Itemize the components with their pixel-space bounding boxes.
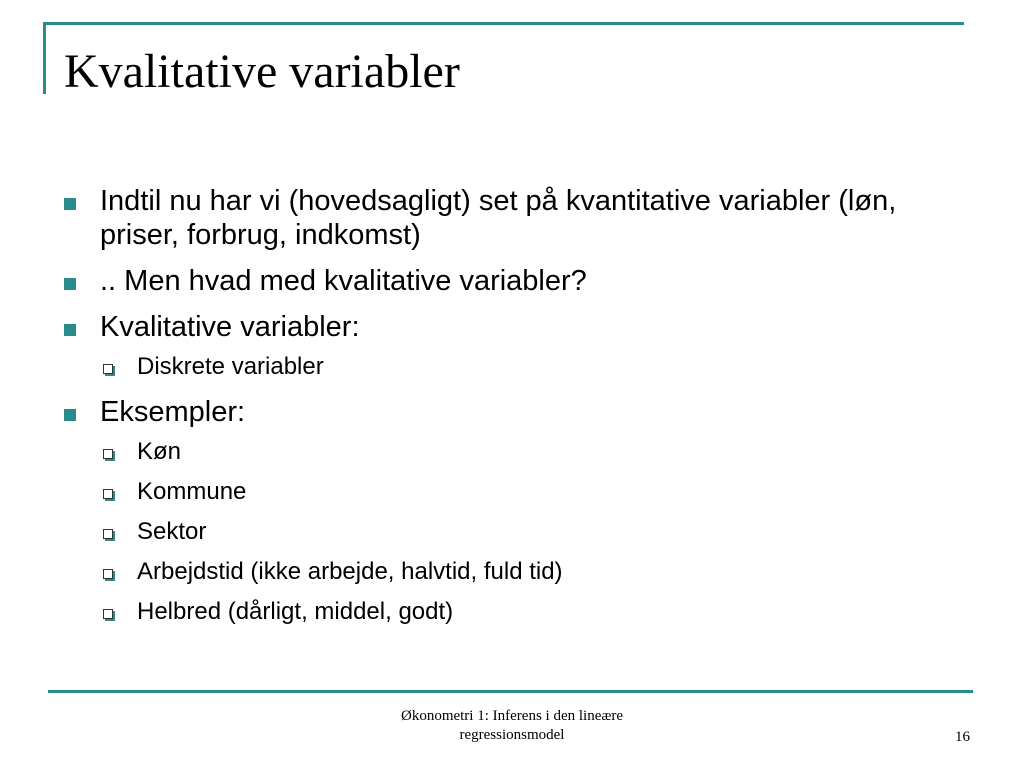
- bullet-text: Eksempler:: [100, 396, 246, 428]
- footer-caption: [312, 707, 712, 745]
- bullet-item: [62, 264, 962, 298]
- bullet-item: [62, 395, 962, 429]
- sub-bullet-item: [62, 478, 962, 506]
- sub-bullet-item: [62, 518, 962, 546]
- sub-bullet-text: Diskrete variabler: [137, 353, 324, 380]
- bullet-text: Indtil nu har vi (hovedsagligt) set på kvantitative variabler (løn, priser, forbrug, indkomst): [100, 185, 897, 251]
- sub-bullet-item: [62, 438, 962, 466]
- hollow-square-bullet-icon: [103, 364, 113, 374]
- sub-bullet-text: Arbejdstid (ikke arbejde, halvtid, fuld tid): [137, 558, 563, 585]
- sub-bullet-text: Køn: [137, 438, 182, 465]
- title-frame-left-line: [43, 22, 46, 94]
- hollow-square-bullet-icon: [103, 449, 113, 459]
- square-bullet-icon: [64, 278, 76, 290]
- page-number: 16: [955, 729, 970, 745]
- hollow-square-bullet-icon: [103, 569, 113, 579]
- square-bullet-icon: [64, 324, 76, 336]
- square-bullet-icon: [64, 198, 76, 210]
- bullet-item: [62, 310, 962, 344]
- bullet-list: [62, 184, 962, 638]
- sub-bullet-item: [62, 558, 962, 586]
- bullet-text: .. Men hvad med kvalitative variabler?: [100, 265, 587, 297]
- footer-divider: [48, 690, 973, 693]
- footer-caption-line-1: Økonometri 1: Inferens i den lineære: [400, 708, 624, 724]
- title-frame-top-line: [43, 22, 964, 25]
- square-bullet-icon: [64, 409, 76, 421]
- sub-bullet-item: [62, 598, 962, 626]
- hollow-square-bullet-icon: [103, 489, 113, 499]
- sub-bullet-text: Sektor: [137, 518, 207, 545]
- hollow-square-bullet-icon: [103, 609, 113, 619]
- hollow-square-bullet-icon: [103, 529, 113, 539]
- sub-bullet-text: Helbred (dårligt, middel, godt): [137, 598, 454, 625]
- sub-bullet-text: Kommune: [137, 478, 247, 505]
- bullet-item: [62, 184, 962, 252]
- slide-title: Kvalitative variabler: [64, 45, 460, 98]
- sub-bullet-item: [62, 353, 962, 381]
- bullet-text: Kvalitative variabler:: [100, 311, 360, 343]
- footer-caption-line-2: regressionsmodel: [459, 727, 565, 743]
